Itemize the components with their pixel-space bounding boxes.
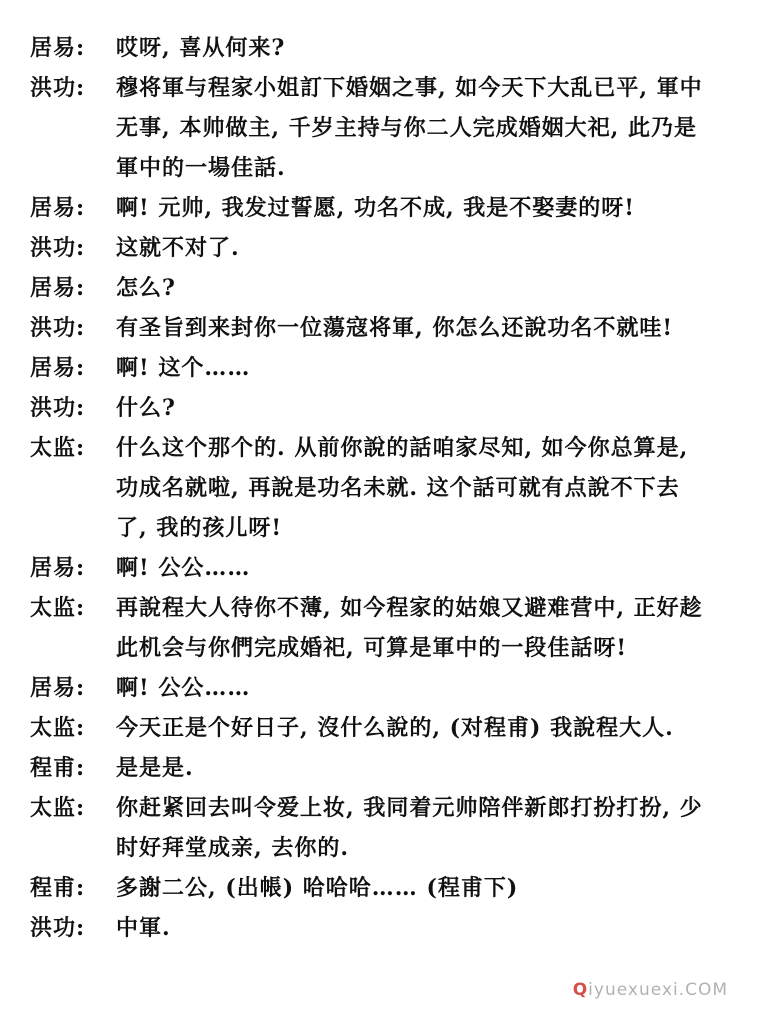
speech-line: 軍中的一場佳話. [116, 155, 286, 181]
speech-text [116, 308, 742, 348]
dialogue-line [30, 428, 742, 548]
script-dialogue [30, 28, 742, 948]
speech-line: 这就不对了. [116, 235, 240, 261]
speech-text [116, 548, 742, 588]
speaker-name: 居易: [30, 275, 86, 301]
speech-line: 啊! 这个…… [116, 355, 251, 381]
speaker-name: 洪功: [30, 315, 86, 341]
speech-line: 无事, 本帅做主, 千岁主持与你二人完成婚姻大祀, 此乃是 [116, 115, 697, 141]
speech-line: 什么? [116, 395, 176, 421]
dialogue-line [30, 68, 742, 188]
speech-text [116, 268, 742, 308]
speaker-name: 程甫: [30, 875, 86, 901]
speech-line: 有圣旨到来封你一位蕩寇将軍, 你怎么还說功名不就哇! [116, 315, 673, 341]
speaker-name: 居易: [30, 35, 86, 61]
dialogue-line [30, 308, 742, 348]
dialogue-line [30, 268, 742, 308]
speaker-name: 洪功: [30, 235, 86, 261]
speaker-name: 洪功: [30, 395, 86, 421]
speaker-name: 程甫: [30, 755, 86, 781]
speaker-name: 居易: [30, 195, 86, 221]
watermark-text: iyuexuexi.COM [588, 980, 728, 1000]
dialogue-line [30, 188, 742, 228]
speech-text [116, 908, 742, 948]
speech-text [116, 28, 742, 68]
speech-line: 你赶紧回去叫令爱上妆, 我同着元帅陪伴新郎打扮打扮, 少 [116, 795, 703, 821]
dialogue-line [30, 748, 742, 788]
speech-line: 了, 我的孩儿呀! [116, 515, 282, 541]
speech-line: 啊! 元帅, 我发过誓愿, 功名不成, 我是不娶妻的呀! [116, 195, 635, 221]
speaker-name: 居易: [30, 675, 86, 701]
dialogue-line [30, 548, 742, 588]
speech-text [116, 748, 742, 788]
speech-line: 时好拜堂成亲, 去你的. [116, 835, 349, 861]
speech-line: 再說程大人待你不薄, 如今程家的姑娘又避难营中, 正好趁 [116, 595, 703, 621]
speech-line: 多謝二公, (出帳) 哈哈哈…… (程甫下) [116, 875, 519, 901]
speech-line: 哎呀, 喜从何来? [116, 35, 286, 61]
speech-line: 今天正是个好日子, 沒什么說的, (对程甫) 我說程大人. [116, 715, 674, 741]
speaker-name: 太监: [30, 715, 86, 741]
speech-line: 啊! 公公…… [116, 555, 251, 581]
dialogue-line [30, 708, 742, 748]
dialogue-line [30, 228, 742, 268]
speech-text [116, 588, 742, 668]
dialogue-line [30, 388, 742, 428]
speaker-name: 太监: [30, 595, 86, 621]
speech-text [116, 668, 742, 708]
speaker-name: 洪功: [30, 75, 86, 101]
speaker-name: 居易: [30, 555, 86, 581]
dialogue-line [30, 668, 742, 708]
speech-text [116, 868, 742, 908]
speech-text [116, 708, 742, 748]
dialogue-line [30, 908, 742, 948]
speaker-name: 居易: [30, 355, 86, 381]
dialogue-line [30, 588, 742, 668]
speech-text [116, 348, 742, 388]
speaker-name: 太监: [30, 795, 86, 821]
speech-text [116, 228, 742, 268]
speech-line: 怎么? [116, 275, 176, 301]
dialogue-line [30, 788, 742, 868]
speech-line: 是是是. [116, 755, 194, 781]
speaker-name: 洪功: [30, 915, 86, 941]
speaker-name: 太监: [30, 435, 86, 461]
dialogue-line [30, 28, 742, 68]
speech-line: 功成名就啦, 再說是功名未就. 这个話可就有点說不下去 [116, 475, 680, 501]
dialogue-line [30, 348, 742, 388]
speech-text [116, 68, 742, 188]
speech-line: 啊! 公公…… [116, 675, 251, 701]
dialogue-line [30, 868, 742, 908]
site-watermark [573, 980, 728, 1000]
speech-line: 中軍. [116, 915, 171, 941]
speech-line: 什么这个那个的. 从前你說的話咱家尽知, 如今你总算是, [116, 435, 689, 461]
speech-text [116, 428, 742, 548]
speech-line: 穆将軍与程家小姐訂下婚姻之事, 如今天下大乱已平, 軍中 [116, 75, 703, 101]
speech-text [116, 788, 742, 868]
speech-text [116, 388, 742, 428]
speech-text [116, 188, 742, 228]
speech-line: 此机会与你們完成婚祀, 可算是軍中的一段佳話呀! [116, 635, 627, 661]
watermark-logo-letter: Q [572, 980, 589, 1000]
